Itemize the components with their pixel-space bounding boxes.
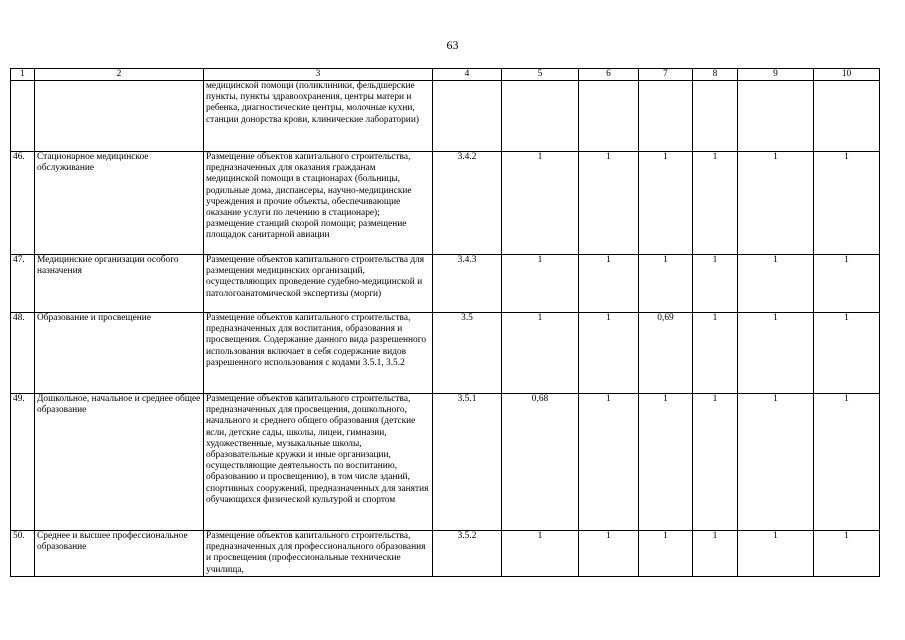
- column-header: 3: [204, 69, 433, 81]
- land-use-description: медицинской помощи (поликлиники, фельдшерские пункты, пункты здравоохранения, центры матери и ребенка, диагностические центры, молочные кухни, станции донорства крови, клинические лаборатории): [204, 81, 433, 152]
- coefficient-cell: [738, 81, 814, 152]
- row-number: 47.: [11, 255, 35, 313]
- coefficient-cell: 1: [738, 152, 814, 255]
- table-row: [11, 531, 880, 577]
- column-header: 9: [738, 69, 814, 81]
- land-use-name: [35, 81, 204, 152]
- coefficient-cell: 1: [814, 255, 880, 313]
- coefficient-cell: 0,69: [639, 313, 693, 394]
- column-header: 7: [639, 69, 693, 81]
- coefficient-cell: 1: [693, 394, 738, 531]
- coefficient-cell: [502, 81, 579, 152]
- land-use-table: [10, 68, 880, 577]
- column-header: 6: [579, 69, 639, 81]
- land-use-code: 3.5.1: [433, 394, 502, 531]
- coefficient-cell: 1: [814, 394, 880, 531]
- land-use-name: Дошкольное, начальное и среднее общее образование: [35, 394, 204, 531]
- coefficient-cell: 1: [579, 531, 639, 577]
- coefficient-cell: [579, 81, 639, 152]
- coefficient-cell: 1: [693, 255, 738, 313]
- coefficient-cell: [639, 81, 693, 152]
- coefficient-cell: 1: [579, 313, 639, 394]
- column-header: 5: [502, 69, 579, 81]
- column-number-header-row: [11, 69, 880, 81]
- column-header: 4: [433, 69, 502, 81]
- table-row: [11, 81, 880, 152]
- row-number: 46.: [11, 152, 35, 255]
- land-use-name: Стационарное медицинское обслуживание: [35, 152, 204, 255]
- coefficient-cell: 1: [579, 394, 639, 531]
- coefficient-cell: 1: [814, 152, 880, 255]
- column-header: 2: [35, 69, 204, 81]
- column-header: 8: [693, 69, 738, 81]
- coefficient-cell: [814, 81, 880, 152]
- coefficient-cell: 1: [738, 313, 814, 394]
- coefficient-cell: 1: [639, 394, 693, 531]
- row-number: 49.: [11, 394, 35, 531]
- coefficient-cell: 1: [738, 394, 814, 531]
- coefficient-cell: 1: [502, 531, 579, 577]
- coefficient-cell: 1: [693, 152, 738, 255]
- table-row: [11, 394, 880, 531]
- land-use-description: Размещение объектов капитального строительства, предназначенных для воспитания, образования и просвещения. Содержание данного вида разрешенного использования включает в себя содержание видов разрешенного использования с кодами 3.5.1, 3.5.2: [204, 313, 433, 394]
- land-use-description: Размещение объектов капитального строительства, предназначенных для просвещения, дошкольного, начального и среднего общего образования (детские ясли, детские сады, школы, лицеи, гимназии, художественные, музыкальные школы, образовательные кружки и иные организации, осуществляющие деятельность по воспитанию, образованию и просвещению), в том числе зданий, спортивных сооружений, предназначенных для занятия обучающихся физической культурой и спортом: [204, 394, 433, 531]
- coefficient-cell: 1: [639, 255, 693, 313]
- coefficient-cell: [693, 81, 738, 152]
- land-use-description: Размещение объектов капитального строительства, предназначенных для оказания гражданам медицинской помощи в стационарах (больницы, родильные дома, диспансеры, научно-медицинские учреждения и прочие объекты, обеспечивающие оказание услуги по лечению в стационаре); размещение станций скорой помощи; размещение площадок санитарной авиации: [204, 152, 433, 255]
- row-number: [11, 81, 35, 152]
- land-use-code: [433, 81, 502, 152]
- table-row: [11, 255, 880, 313]
- coefficient-cell: 1: [639, 531, 693, 577]
- column-header: 10: [814, 69, 880, 81]
- coefficient-cell: 1: [579, 255, 639, 313]
- land-use-name: Медицинские организации особого назначения: [35, 255, 204, 313]
- coefficient-cell: 1: [814, 313, 880, 394]
- land-use-code: 3.4.2: [433, 152, 502, 255]
- land-use-code: 3.5.2: [433, 531, 502, 577]
- coefficient-cell: 1: [693, 313, 738, 394]
- coefficient-cell: 1: [693, 531, 738, 577]
- coefficient-cell: 1: [738, 531, 814, 577]
- land-use-name: Образование и просвещение: [35, 313, 204, 394]
- coefficient-cell: 1: [502, 313, 579, 394]
- page-number: 63: [446, 38, 459, 52]
- column-header: 1: [11, 69, 35, 81]
- land-use-description: Размещение объектов капитального строительства для размещения медицинских организаций, осуществляющих проведение судебно-медицинской и патологоанатомической экспертизы (морги): [204, 255, 433, 313]
- table-row: [11, 152, 880, 255]
- row-number: 48.: [11, 313, 35, 394]
- coefficient-cell: 1: [502, 152, 579, 255]
- land-use-code: 3.4.3: [433, 255, 502, 313]
- row-number: 50.: [11, 531, 35, 577]
- table-row: [11, 313, 880, 394]
- coefficient-cell: 1: [738, 255, 814, 313]
- coefficient-cell: 1: [814, 531, 880, 577]
- coefficient-cell: 1: [502, 255, 579, 313]
- coefficient-cell: 1: [579, 152, 639, 255]
- coefficient-cell: 0,68: [502, 394, 579, 531]
- coefficient-cell: 1: [639, 152, 693, 255]
- land-use-name: Среднее и высшее профессиональное образование: [35, 531, 204, 577]
- land-use-description: Размещение объектов капитального строительства, предназначенных для профессионального образования и просвещения (профессиональные технические училища,: [204, 531, 433, 577]
- land-use-code: 3.5: [433, 313, 502, 394]
